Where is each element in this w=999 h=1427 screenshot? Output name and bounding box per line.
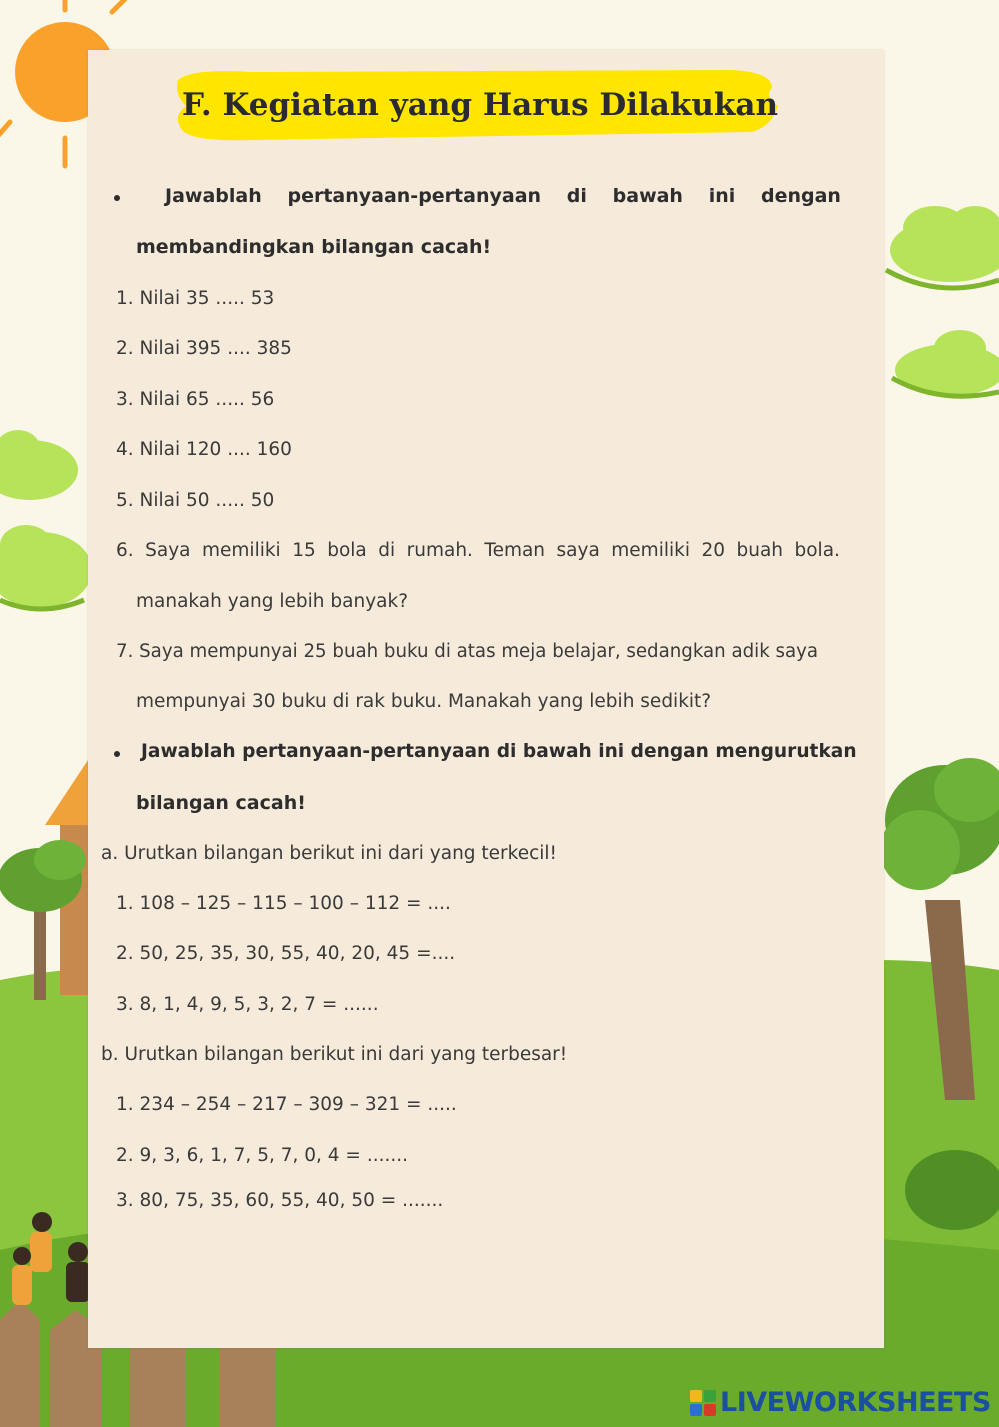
- question-item: 2. 9, 3, 6, 1, 7, 5, 7, 0, 4 = .......: [116, 1145, 408, 1166]
- question-item: 5. Nilai 50 ..... 50: [116, 490, 275, 511]
- section1-instruction-line1: [165, 185, 841, 207]
- question-item: 1. Nilai 35 ..... 53: [116, 288, 275, 309]
- word: di: [378, 540, 396, 561]
- liveworksheets-logo: [690, 1386, 990, 1420]
- question-item-7-line1: 7. Saya mempunyai 25 buah buku di atas meja belajar, sedangkan adik saya: [116, 641, 819, 662]
- word: rumah.: [406, 540, 473, 561]
- bullet-icon: [114, 751, 120, 757]
- word: 6.: [116, 540, 134, 561]
- word: buah: [736, 540, 784, 561]
- question-item-7-line2: mempunyai 30 buku di rak buku. Manakah yang lebih sedikit?: [136, 691, 712, 712]
- word: 20: [701, 540, 725, 561]
- instruction-word: Jawablah: [165, 185, 262, 207]
- cloud-left-mid: [0, 525, 92, 609]
- word: Teman: [484, 540, 546, 561]
- question-item: 1. 108 – 125 – 115 – 100 – 112 = ....: [116, 893, 451, 914]
- instruction-word: di: [566, 185, 587, 207]
- cloud-right-mid: [892, 330, 999, 396]
- instruction-word: pertanyaan-pertanyaan: [287, 185, 542, 207]
- question-item: 3. 80, 75, 35, 60, 55, 40, 50 = .......: [116, 1190, 444, 1211]
- section2-instruction-line2: bilangan cacah!: [136, 792, 306, 814]
- question-item: 2. Nilai 395 .... 385: [116, 338, 292, 359]
- question-item-6-line2: manakah yang lebih banyak?: [136, 591, 409, 612]
- section1-instruction-line2: membandingkan bilangan cacah!: [136, 236, 492, 258]
- question-item: 4. Nilai 120 .... 160: [116, 439, 292, 460]
- bullet-icon: [114, 195, 120, 201]
- liveworksheets-logo-icon: [690, 1390, 716, 1416]
- word: memiliki: [202, 540, 281, 561]
- word: 15: [292, 540, 316, 561]
- section2-instruction-line1: Jawablah pertanyaan-pertanyaan di bawah ini dengan mengurutkan: [141, 741, 857, 762]
- instruction-word: ini: [708, 185, 736, 207]
- watermark-text: LIVEWORKSHEETS: [720, 1387, 991, 1418]
- page-title: F. Kegiatan yang Harus Dilakukan: [182, 87, 778, 123]
- word: bola: [327, 540, 367, 561]
- part-b-heading: b. Urutkan bilangan berikut ini dari yang terbesar!: [101, 1044, 568, 1065]
- word: memiliki: [611, 540, 690, 561]
- cloud-left-top: [0, 430, 78, 500]
- question-item: 3. Nilai 65 ..... 56: [116, 389, 275, 410]
- instruction-word: bawah: [612, 185, 683, 207]
- question-item-6-line1: [116, 540, 840, 561]
- question-item: 3. 8, 1, 4, 9, 5, 3, 2, 7 = ......: [116, 994, 379, 1015]
- word: Saya: [145, 540, 191, 561]
- word: saya: [556, 540, 600, 561]
- instruction-word: dengan: [761, 185, 841, 207]
- word: bola.: [794, 540, 840, 561]
- cloud-right-top: [886, 206, 999, 288]
- question-item: 2. 50, 25, 35, 30, 55, 40, 20, 45 =....: [116, 943, 456, 964]
- part-a-heading: a. Urutkan bilangan berikut ini dari yang terkecil!: [101, 843, 557, 864]
- question-item: 1. 234 – 254 – 217 – 309 – 321 = .....: [116, 1094, 457, 1115]
